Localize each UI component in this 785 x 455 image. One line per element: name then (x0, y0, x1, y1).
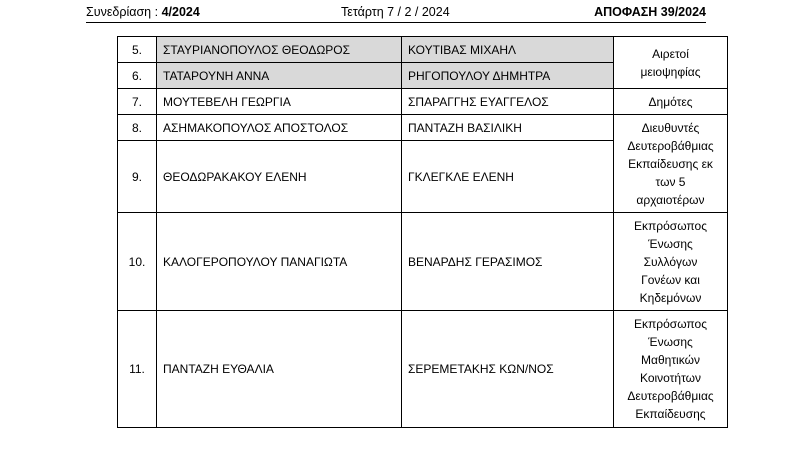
row-number: 7. (118, 89, 157, 115)
row-number: 10. (118, 213, 157, 311)
role-cell-citizens: Δημότες (614, 89, 728, 115)
role-line: Αιρετοί (652, 46, 689, 61)
role-line: των 5 (655, 174, 686, 189)
role-line: Εκπρόσωπος (634, 218, 707, 233)
meeting-date: Τετάρτη 7 / 2 / 2024 (341, 5, 450, 19)
role-cell-students (614, 311, 728, 428)
table-row (118, 213, 728, 311)
role-line: Διευθυντές (641, 120, 700, 135)
member-name: ΘΕΟΔΩΡΑΚΑΚΟΥ ΕΛΕΝΗ (157, 141, 402, 213)
substitute-name: ΓΚΛΕΓΚΛΕ ΕΛΕΝΗ (402, 141, 614, 213)
role-line: Δευτεροβάθμιας (627, 389, 714, 403)
substitute-name: ΣΠΑΡΑΓΓΗΣ ΕΥΑΓΓΕΛΟΣ (402, 89, 614, 115)
row-number: 5. (118, 37, 157, 63)
substitute-name: ΡΗΓΟΠΟΥΛΟΥ ΔΗΜΗΤΡΑ (402, 63, 614, 89)
member-name: ΚΑΛΟΓΕΡΟΠΟΥΛΟΥ ΠΑΝΑΓΙΩΤΑ (157, 213, 402, 311)
role-line: Εκπαίδευσης εκ (628, 156, 713, 171)
member-name: ΤΑΤΑΡΟΥΝΗ ΑΝΝΑ (157, 63, 402, 89)
table-row (118, 115, 728, 141)
role-cell-parents (614, 213, 728, 311)
role-line: Ένωσης (648, 335, 693, 349)
row-number: 9. (118, 141, 157, 213)
header-rule (86, 22, 706, 23)
role-line: Δευτεροβάθμιας (627, 138, 714, 153)
row-number: 11. (118, 311, 157, 428)
session-label: Συνεδρίαση : (86, 5, 159, 19)
substitute-name: ΚΟΥΤΙΒΑΣ ΜΙΧΑΗΛ (402, 37, 614, 63)
role-line: Κηδεμόνων (639, 290, 702, 305)
role-line: Ένωσης (648, 236, 693, 251)
role-line: αρχαιοτέρων (636, 192, 705, 207)
role-line: Μαθητικών (641, 353, 700, 367)
role-line: Συλλόγων (643, 254, 698, 269)
substitute-name: ΒΕΝΑΡΔΗΣ ΓΕΡΑΣΙΜΟΣ (402, 213, 614, 311)
decision-number: ΑΠΟΦΑΣΗ 39/2024 (594, 5, 706, 19)
substitute-name: ΠΑΝΤΑΖΗ ΒΑΣΙΛΙΚΗ (402, 115, 614, 141)
role-line: Εκπρόσωπος (634, 317, 707, 331)
session-number: 4/2024 (161, 5, 200, 19)
role-line: Κοινοτήτων (639, 371, 702, 385)
role-cell-elected (614, 37, 728, 89)
table-row (118, 37, 728, 63)
member-name: ΜΟΥΤΕΒΕΛΗ ΓΕΩΡΓΙΑ (157, 89, 402, 115)
substitute-name: ΣΕΡΕΜΕΤΑΚΗΣ ΚΩΝ/ΝΟΣ (402, 311, 614, 428)
role-line: Γονέων και (641, 272, 700, 287)
members-table (117, 36, 728, 428)
table-row (118, 89, 728, 115)
role-line: μειοψηφίας (640, 64, 701, 79)
session-info (86, 5, 200, 19)
row-number: 6. (118, 63, 157, 89)
role-cell-directors (614, 115, 728, 213)
member-name: ΑΣΗΜΑΚΟΠΟΥΛΟΣ ΑΠΟΣΤΟΛΟΣ (157, 115, 402, 141)
member-name: ΣΤΑΥΡΙΑΝΟΠΟΥΛΟΣ ΘΕΟΔΩΡΟΣ (157, 37, 402, 63)
table-row (118, 311, 728, 428)
member-name: ΠΑΝΤΑΖΗ ΕΥΘΑΛΙΑ (157, 311, 402, 428)
role-line: Εκπαίδευσης (635, 407, 706, 421)
document-header (86, 5, 706, 21)
row-number: 8. (118, 115, 157, 141)
